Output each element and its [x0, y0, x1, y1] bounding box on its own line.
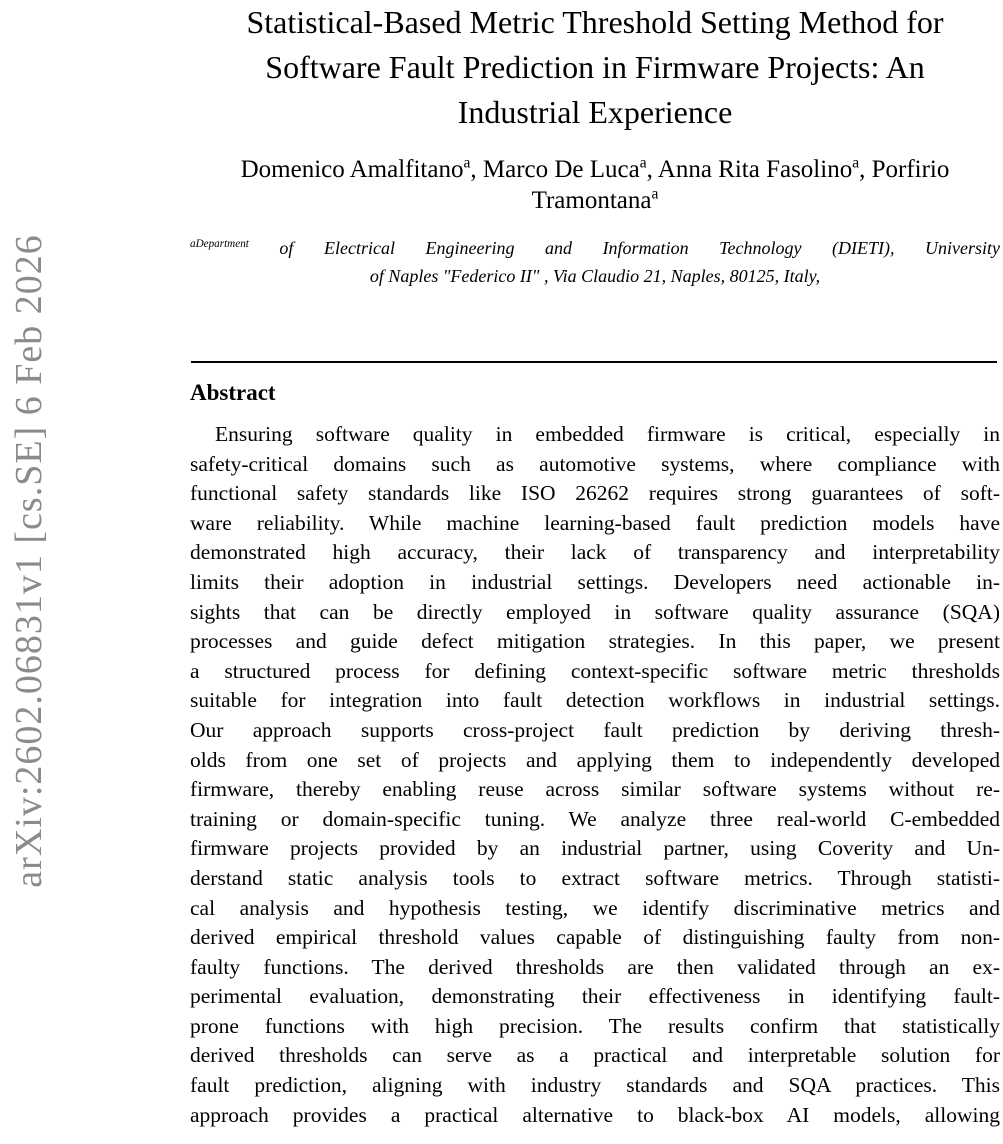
abstract-line: prone functions with high precision. The results confirm that statistically	[190, 1013, 1000, 1038]
abstract-line: approach provides a practical alternative to black-box AI models, allowing	[190, 1102, 1000, 1127]
abstract-line: Ensuring software quality in embedded firmware is critical, especially in	[215, 422, 1000, 446]
abstract-line: fault prediction, aligning with industry standards and SQA practices. This	[190, 1073, 1000, 1098]
author-line: Domenico Amalfitano$^a$, Marco De Luca$^a$, Anna Rita Fasolino$^a$, Porfirio	[240, 154, 950, 183]
arxiv-watermark: arXiv:2602.06831v1 [cs.SE] 6 Feb 2026	[8, 234, 50, 888]
abstract-line: derived thresholds can serve as a practical and interpretable solution for	[190, 1043, 1000, 1068]
abstract-line: sights that can be directly employed in software quality assurance (SQA)	[190, 599, 1000, 624]
abstract-line: Our approach supports cross-project fault prediction by deriving thresh-	[190, 717, 1000, 742]
paper-title	[190, 0, 1000, 135]
abstract-line: processes and guide defect mitigation strategies. In this paper, we present	[190, 629, 1000, 654]
abstract-line: faulty functions. The derived thresholds are then validated through an ex-	[190, 954, 1000, 979]
abstract-line: ware reliability. While machine learning-based fault prediction models have	[190, 510, 1000, 535]
abstract-line: firmware projects provided by an industrial partner, using Coverity and Un-	[190, 836, 1000, 861]
abstract-line: demonstrated high accuracy, their lack of transparency and interpretability	[190, 540, 1000, 565]
affiliation-line: of Naples "Federico II" , Via Claudio 21, Naples, 80125, Italy,	[369, 266, 821, 286]
author-line: Tramontana$^a$	[531, 185, 659, 214]
abstract-line: firmware, thereby enabling reuse across similar software systems without re-	[190, 777, 1000, 802]
affiliation	[190, 234, 1000, 290]
paper-title-line: Statistical-Based Metric Threshold Setting Method for	[246, 4, 944, 40]
abstract-paragraph	[190, 420, 1000, 1130]
section-divider	[191, 361, 997, 363]
paper-title-line: Industrial Experience	[457, 94, 733, 130]
abstract-line: perimental evaluation, demonstrating their effectiveness in identifying fault-	[190, 984, 1000, 1009]
abstract-line: olds from one set of projects and applying them to independently developed	[190, 747, 1000, 772]
affiliation-line: $^{aDepartment}$ of Electrical Engineering and Information Technology (DIETI), University	[190, 238, 1000, 258]
abstract-heading: Abstract	[190, 380, 276, 405]
paper-title-line: Software Fault Prediction in Firmware Projects: An	[265, 49, 925, 85]
abstract-line: derived empirical threshold values capable of distinguishing faulty from non-	[190, 925, 1000, 950]
abstract-line: safety-critical domains such as automotive systems, where compliance with	[190, 451, 1000, 476]
abstract-line: suitable for integration into fault detection workflows in industrial settings.	[190, 688, 1000, 713]
abstract-line: a structured process for defining context-specific software metric thresholds	[190, 658, 1000, 683]
author-list	[190, 154, 1000, 216]
abstract-line: limits their adoption in industrial settings. Developers need actionable in-	[190, 569, 1000, 594]
abstract-line: derstand static analysis tools to extract software metrics. Through statisti-	[190, 865, 1000, 890]
abstract-line: cal analysis and hypothesis testing, we identify discriminative metrics and	[190, 895, 1000, 920]
abstract-line: functional safety standards like ISO 26262 requires strong guarantees of soft-	[190, 481, 1000, 506]
abstract-line: training or domain-specific tuning. We analyze three real-world C-embedded	[190, 806, 1000, 831]
